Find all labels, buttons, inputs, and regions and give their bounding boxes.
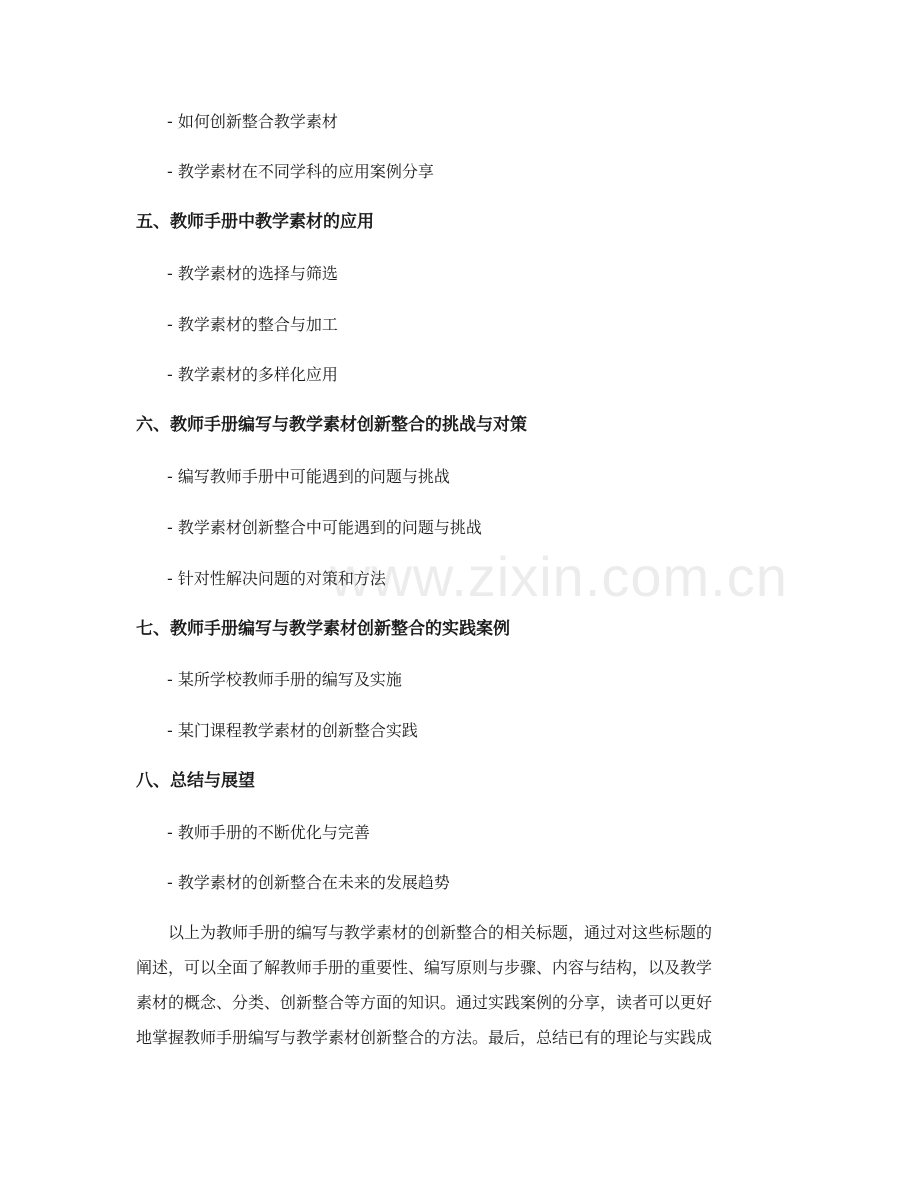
paragraph-line: 以上为教师手册的编写与教学素材的创新整合的相关标题，通过对这些标题的	[168, 923, 713, 942]
list-item: - 教学素材的整合与加工	[167, 315, 338, 334]
list-item: - 编写教师手册中可能遇到的问题与挑战	[167, 467, 450, 486]
list-item: - 教学素材创新整合中可能遇到的问题与挑战	[167, 518, 482, 537]
list-item: - 教学素材的选择与筛选	[167, 264, 338, 283]
section-heading: 五、教师手册中教学素材的应用	[136, 212, 374, 232]
list-item: - 针对性解决问题的对策和方法	[167, 569, 386, 588]
list-item: - 如何创新整合教学素材	[167, 112, 338, 131]
paragraph-line: 地掌握教师手册编写与教学素材创新整合的方法。最后，总结已有的理论与实践成	[136, 1028, 713, 1047]
watermark: www.zixin.com.cn	[330, 545, 788, 608]
list-item: - 教师手册的不断优化与完善	[167, 823, 370, 842]
paragraph-line: 素材的概念、分类、创新整合等方面的知识。通过实践案例的分享，读者可以更好	[136, 993, 713, 1012]
paragraph-line: 阐述，可以全面了解教师手册的重要性、编写原则与步骤、内容与结构，以及教学	[136, 958, 713, 977]
section-heading: 六、教师手册编写与教学素材创新整合的挑战与对策	[136, 415, 527, 435]
section-heading: 八、总结与展望	[136, 771, 255, 791]
list-item: - 某门课程教学素材的创新整合实践	[167, 721, 418, 740]
section-heading: 七、教师手册编写与教学素材创新整合的实践案例	[136, 619, 510, 639]
list-item: - 教学素材的创新整合在未来的发展趋势	[167, 873, 450, 892]
summary-paragraph	[136, 915, 786, 1055]
list-item: - 某所学校教师手册的编写及实施	[167, 670, 402, 689]
list-item: - 教学素材的多样化应用	[167, 365, 338, 384]
list-item: - 教学素材在不同学科的应用案例分享	[167, 162, 434, 181]
